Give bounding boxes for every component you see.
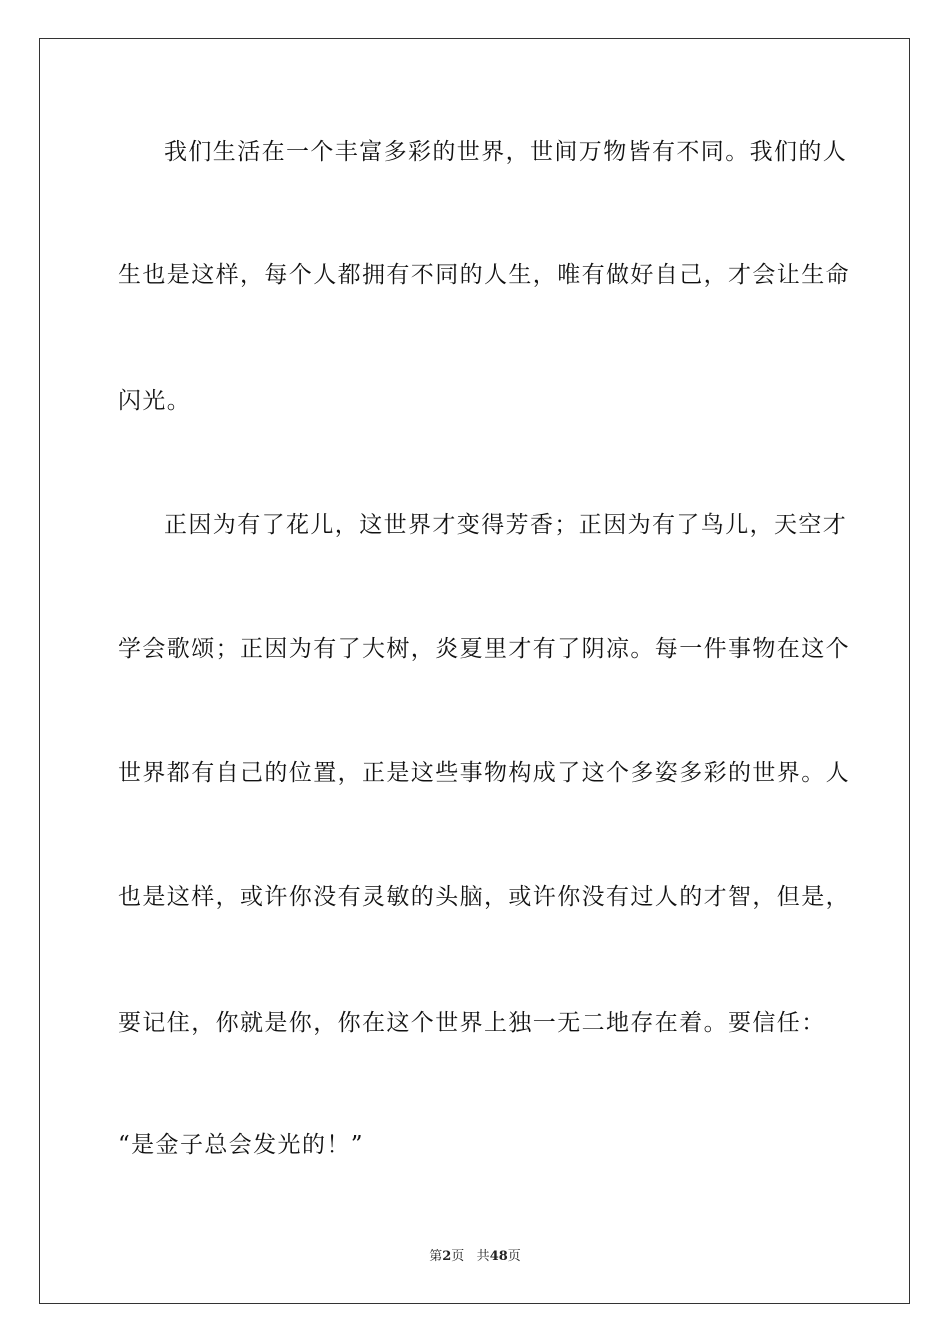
paragraph-2-line-2: 学会歌颂；正因为有了大树，炎夏里才有了阴凉。每一件事物在这个	[118, 636, 850, 662]
page-prefix: 第	[429, 1249, 443, 1264]
paragraph-2-line-5: 要记住，你就是你，你在这个世界上独一无二地存在着。要信任：	[118, 1010, 826, 1036]
paragraph-1-line-3: 闪光。	[118, 388, 192, 414]
page-number: 2	[442, 1249, 452, 1264]
page-footer	[0, 1248, 950, 1266]
total-pages: 48	[489, 1249, 508, 1264]
page-border	[39, 38, 910, 1304]
paragraph-2-line-1: 正因为有了花儿，这世界才变得芳香；正因为有了鸟儿，天空才	[164, 512, 848, 538]
total-prefix: 共	[476, 1249, 490, 1264]
paragraph-2-line-3: 世界都有自己的位置，正是这些事物构成了这个多姿多彩的世界。人	[118, 760, 850, 786]
paragraph-1-line-1: 我们生活在一个丰富多彩的世界，世间万物皆有不同。我们的人	[164, 139, 848, 165]
page-suffix: 页	[451, 1249, 465, 1264]
total-suffix: 页	[507, 1249, 521, 1264]
paragraph-2-line-4: 也是这样，或许你没有灵敏的头脑，或许你没有过人的才智，但是，	[118, 884, 850, 910]
paragraph-2-line-6: “是金子总会发光的！”	[118, 1132, 364, 1158]
paragraph-1-line-2: 生也是这样，每个人都拥有不同的人生，唯有做好自己，才会让生命	[118, 262, 850, 288]
